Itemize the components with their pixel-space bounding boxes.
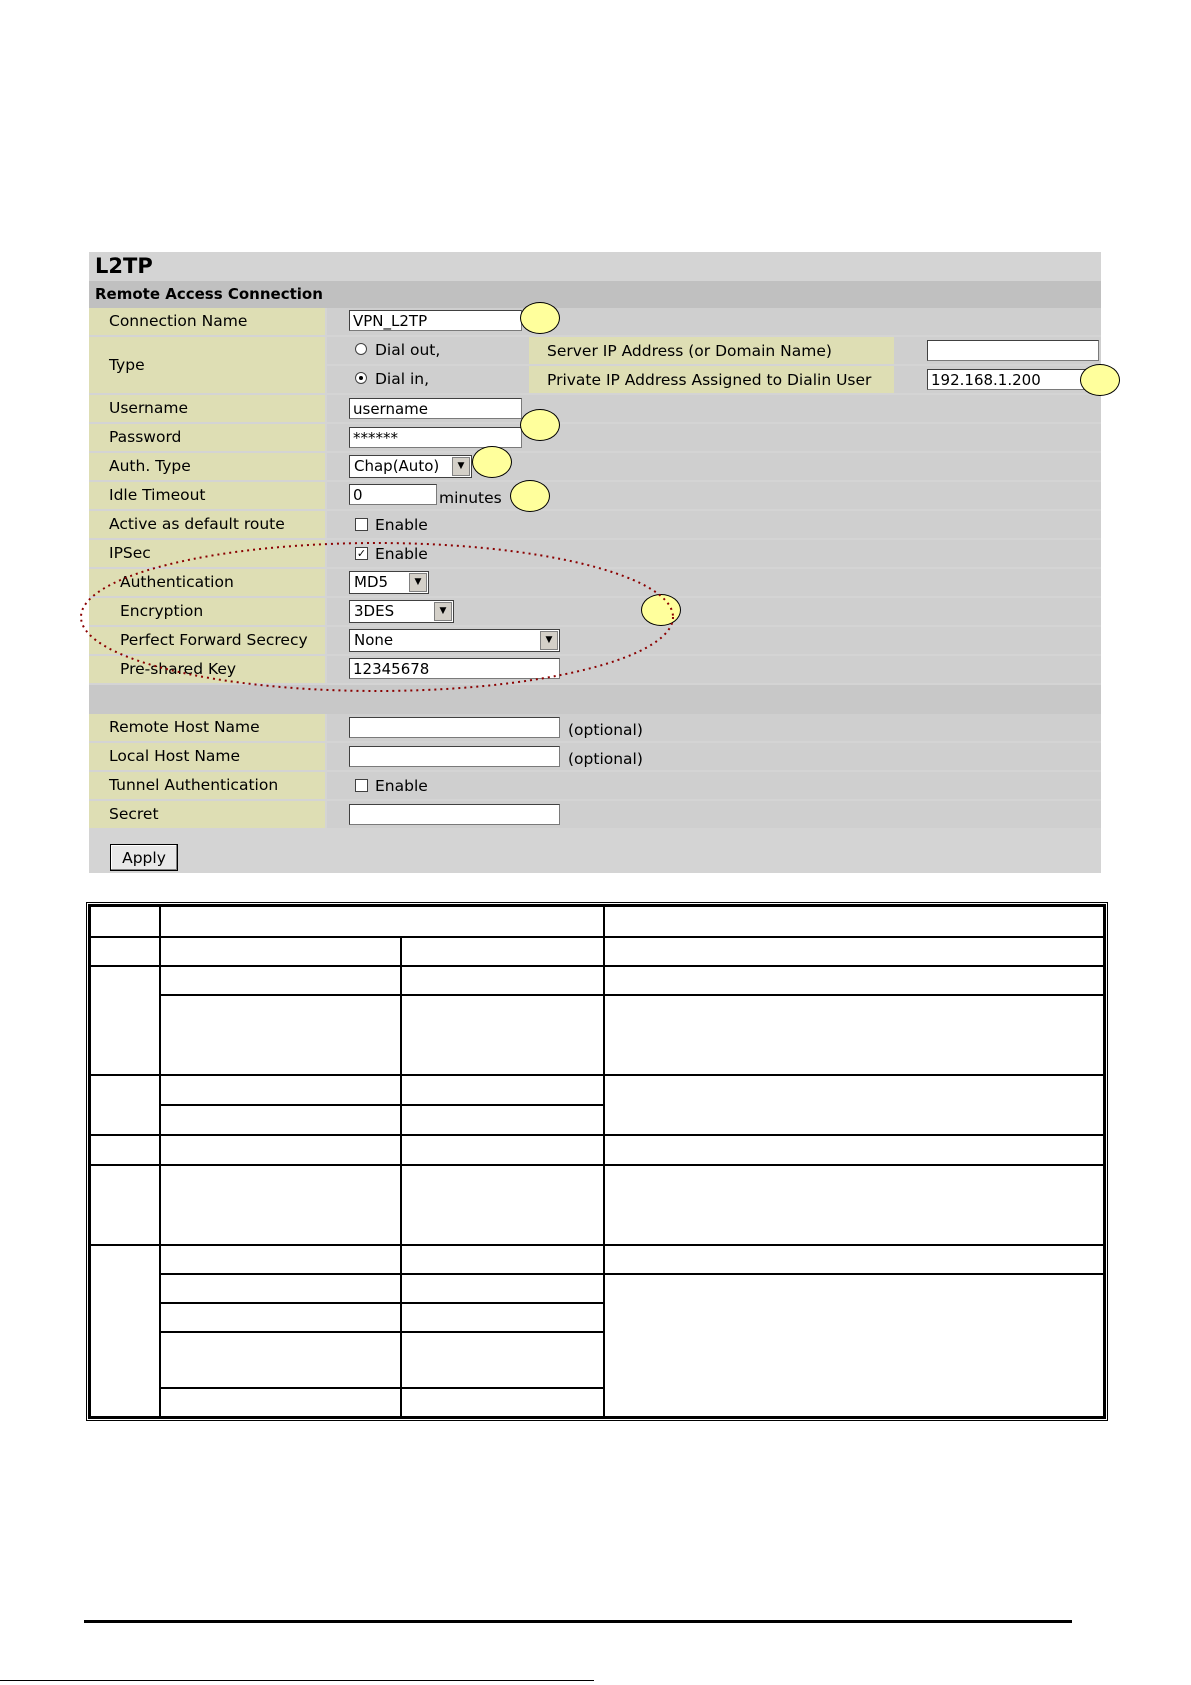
chevron-down-icon: ▼ [540, 631, 558, 650]
table-cell [159, 1134, 402, 1166]
callout-marker [510, 480, 550, 512]
dial-in-label: Dial in, [375, 370, 430, 388]
table-cell [159, 936, 402, 967]
table-cell [89, 1244, 161, 1418]
ipsec-highlight-ellipse [67, 538, 687, 696]
table-cell [159, 905, 605, 938]
encryption-select[interactable]: 3DES ▼ [349, 600, 454, 623]
auth-type-select[interactable]: Chap(Auto) ▼ [349, 455, 472, 478]
default-route-label: Active as default route [89, 511, 325, 540]
table-cell [603, 1134, 1105, 1166]
table-cell [159, 1302, 402, 1333]
chevron-down-icon: ▼ [434, 602, 452, 621]
password-label: Password [89, 424, 325, 453]
table-cell [400, 936, 605, 967]
private-ip-input[interactable]: 192.168.1.200 [927, 369, 1093, 390]
password-input[interactable]: ****** [349, 427, 522, 448]
table-cell [400, 1074, 605, 1106]
ipsec-checkbox[interactable]: ✓ [356, 547, 367, 560]
table-cell [159, 994, 402, 1076]
chevron-down-icon: ▼ [452, 457, 470, 476]
authentication-label: Authentication [89, 569, 325, 598]
idle-timeout-input[interactable]: 0 [349, 484, 437, 505]
table-cell [400, 1331, 605, 1389]
encryption-label: Encryption [89, 598, 325, 627]
table-cell [89, 905, 161, 938]
type-label: Type [89, 337, 325, 395]
table-cell [159, 1387, 402, 1418]
dial-out-radio[interactable] [355, 343, 367, 355]
table-cell [603, 1164, 1105, 1246]
callout-marker [520, 409, 560, 441]
authentication-select[interactable]: MD5 ▼ [349, 571, 429, 594]
table-cell [400, 1302, 605, 1333]
reference-table [86, 902, 1108, 1421]
server-ip-label: Server IP Address (or Domain Name) [547, 342, 832, 360]
table-cell [159, 1331, 402, 1389]
chevron-down-icon: ▼ [409, 573, 427, 592]
ipsec-option: Enable [375, 545, 428, 563]
local-host-note: (optional) [568, 750, 643, 768]
dial-out-label: Dial out, [375, 341, 441, 359]
idle-timeout-unit: minutes [439, 489, 502, 507]
table-cell [603, 965, 1105, 996]
psk-input[interactable]: 12345678 [349, 658, 560, 679]
table-cell [89, 936, 161, 967]
callout-marker [520, 302, 560, 334]
username-input[interactable]: username [349, 398, 522, 419]
callout-marker [1080, 364, 1120, 396]
connection-name-input[interactable]: VPN_L2TP [349, 310, 522, 331]
table-cell [400, 1164, 605, 1246]
table-cell [89, 1074, 161, 1136]
secret-input[interactable] [349, 804, 560, 825]
table-cell [603, 1273, 1105, 1418]
dial-in-radio[interactable] [355, 372, 367, 384]
ipsec-label: IPSec [89, 540, 325, 569]
footer-rule [84, 1620, 1072, 1623]
table-cell [159, 1074, 402, 1106]
username-label: Username [89, 395, 325, 424]
remote-host-label: Remote Host Name [89, 714, 325, 743]
psk-label: Pre-shared Key [89, 656, 325, 685]
table-cell [400, 1273, 605, 1304]
local-host-input[interactable] [349, 746, 560, 767]
table-cell [159, 1273, 402, 1304]
remote-host-note: (optional) [568, 721, 643, 739]
l2tp-config-panel [89, 252, 1101, 873]
table-cell [89, 1164, 161, 1246]
table-cell [400, 1387, 605, 1418]
server-ip-input[interactable] [927, 340, 1099, 361]
pfs-select[interactable]: None ▼ [349, 629, 560, 652]
tunnel-auth-label: Tunnel Authentication [89, 772, 325, 801]
section-header: Remote Access Connection [89, 281, 1101, 308]
table-cell [159, 965, 402, 996]
private-ip-label: Private IP Address Assigned to Dialin User [547, 371, 872, 389]
tunnel-auth-option: Enable [375, 777, 428, 795]
page-edge-rule [0, 1680, 594, 1681]
table-cell [400, 965, 605, 996]
remote-host-input[interactable] [349, 717, 560, 738]
table-cell [603, 994, 1105, 1076]
table-cell [89, 1134, 161, 1166]
connection-name-label: Connection Name [89, 308, 325, 337]
apply-button[interactable]: Apply [110, 844, 178, 871]
table-cell [603, 936, 1105, 967]
table-cell [89, 965, 161, 1076]
default-route-option: Enable [375, 516, 428, 534]
tunnel-auth-checkbox[interactable] [355, 779, 368, 792]
local-host-label: Local Host Name [89, 743, 325, 772]
table-cell [400, 1104, 605, 1136]
table-cell [603, 905, 1105, 938]
default-route-checkbox[interactable] [355, 518, 368, 531]
secret-label: Secret [89, 801, 325, 830]
table-cell [400, 1244, 605, 1275]
table-cell [603, 1244, 1105, 1275]
idle-timeout-label: Idle Timeout [89, 482, 325, 511]
table-cell [159, 1164, 402, 1246]
table-cell [400, 994, 605, 1076]
table-cell [603, 1074, 1105, 1136]
auth-type-label: Auth. Type [89, 453, 325, 482]
table-cell [159, 1244, 402, 1275]
page-title: L2TP [95, 254, 153, 278]
table-cell [159, 1104, 402, 1136]
pfs-label: Perfect Forward Secrecy [89, 627, 325, 656]
callout-marker [472, 446, 512, 478]
table-cell [400, 1134, 605, 1166]
